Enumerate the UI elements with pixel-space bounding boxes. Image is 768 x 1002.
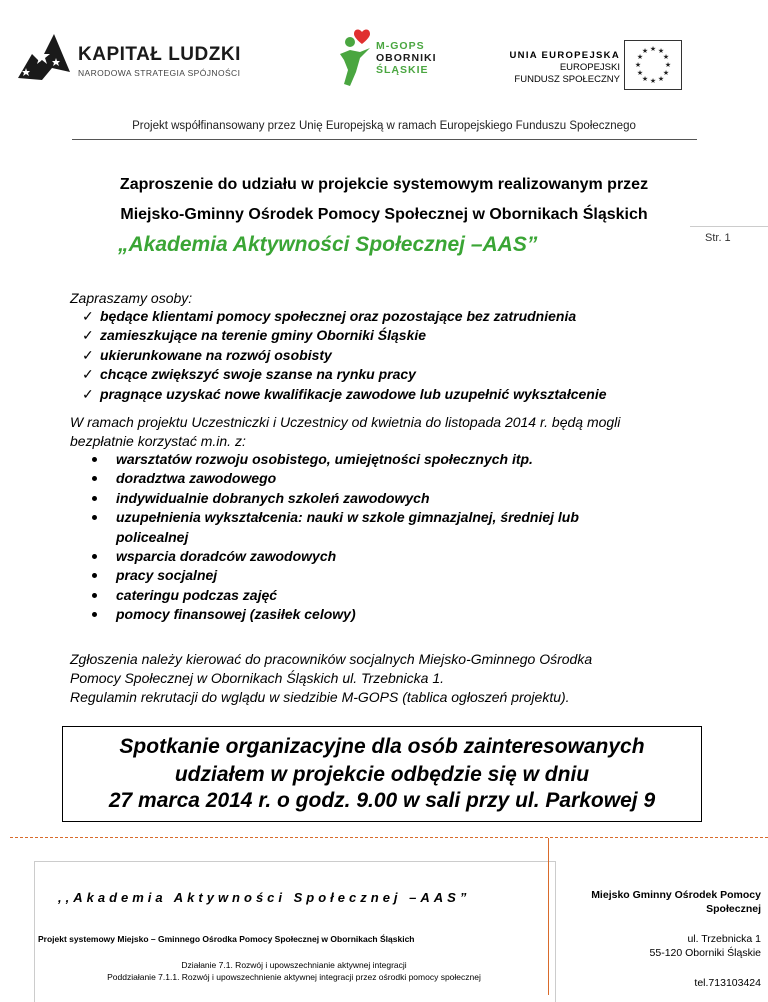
footer-project-title: ,,Akademia Aktywności Społecznej –AAS” (58, 890, 471, 905)
page-tab-rule (690, 226, 768, 227)
paragraph-line: bezpłatnie korzystać m.in. z: (70, 433, 246, 449)
svg-text:★: ★ (664, 61, 672, 69)
kapital-ludzki-subtitle: NARODOWA STRATEGIA SPÓJNOŚCI (78, 68, 241, 78)
checkmark-icon: ✓ (82, 327, 94, 344)
paragraph-line: Pomocy Społecznej w Obornikach Śląskich ul. Trzebnicka 1. (70, 670, 445, 686)
list-item-text: pracy socjalnej (116, 567, 218, 584)
invitation-title-line2: Miejsko-Gminny Ośrodek Pomocy Społecznej w Obornikach Śląskich (120, 206, 648, 223)
list-item-text: uzupełnienia wykształcenia: nauki w szkole gimnazjalnej, średniej lub (116, 509, 579, 526)
list-item-text: indywidualnie dobranych szkoleń zawodowych (116, 489, 430, 506)
kapital-ludzki-logo (12, 28, 74, 86)
bullet-icon (92, 476, 97, 481)
mgops-line: OBORNIKI (376, 52, 437, 64)
bullet-icon (92, 457, 97, 462)
list-item (92, 605, 579, 624)
list-item (82, 326, 607, 345)
list-item-text: pragnące uzyskać nowe kwalifikacje zawodowe lub uzupełnić wykształcenie (100, 385, 607, 402)
eu-label (464, 50, 620, 86)
meeting-line: udziałem w projekcie odbędzie się w dniu (174, 763, 590, 786)
eu-line: UNIA EUROPEJSKA (509, 50, 620, 61)
mgops-line: M-GOPS (376, 40, 425, 52)
checkmark-icon: ✓ (82, 366, 94, 383)
meeting-announcement-box (62, 726, 702, 822)
list-item (92, 450, 579, 469)
intro-text: Zapraszamy osoby: (70, 290, 193, 306)
list-item (92, 586, 579, 605)
header-divider (72, 139, 697, 140)
meeting-line: Spotkanie organizacyjne dla osób zainteresowanych (119, 735, 645, 758)
cofinanced-note: Projekt współfinansowany przez Unię Europejską w ramach Europejskiego Funduszu Społecznego (132, 120, 636, 132)
checkmark-icon: ✓ (82, 308, 94, 324)
list-item (92, 508, 579, 527)
footer-phone: tel.713103424 (694, 977, 761, 989)
list-item-text: wsparcia doradców zawodowych (116, 548, 337, 565)
paragraph-line: Zgłoszenia należy kierować do pracowników socjalnych Miejsko-Gminnego Ośrodka (70, 651, 593, 667)
svg-text:★: ★ (636, 69, 644, 77)
checkmark-icon: ✓ (82, 346, 94, 363)
list-item (82, 307, 607, 326)
list-item-text: warsztatów rozwoju osobistego, umiejętności społecznych itp. (116, 451, 533, 467)
svg-text:★: ★ (649, 77, 657, 85)
list-item-text: chcące zwiększyć swoje szanse na rynku pracy (100, 366, 416, 383)
target-group-list (82, 307, 607, 404)
svg-text:★: ★ (662, 69, 670, 77)
checkmark-icon: ✓ (82, 385, 94, 402)
list-item-text: pomocy finansowej (zasiłek celowy) (116, 606, 356, 623)
list-item (82, 346, 607, 365)
list-item-text: cateringu podczas zajęć (116, 586, 278, 603)
project-name: „Akademia Aktywności Społecznej –AAS” (118, 233, 538, 256)
page-number: Str. 1 (705, 232, 731, 244)
list-item (92, 469, 579, 488)
mgops-name (376, 40, 437, 76)
svg-text:★: ★ (662, 53, 670, 61)
footer-organization: Miejsko Gminny Ośrodek Pomocy Społecznej (591, 889, 761, 915)
application-paragraph (70, 650, 592, 707)
svg-text:★: ★ (641, 47, 649, 55)
svg-text:★: ★ (657, 75, 665, 83)
eu-line: EUROPEJSKI (559, 62, 620, 73)
address-line: ul. Trzebnicka 1 (687, 933, 761, 945)
svg-text:★: ★ (636, 53, 644, 61)
kapital-ludzki-title: KAPITAŁ LUDZKI (78, 44, 241, 65)
paragraph-line: Regulamin rekrutacji do wglądu w siedzibie M-GOPS (tablica ogłoszeń projektu). (70, 689, 570, 705)
page-footer (10, 837, 768, 995)
bullet-icon (92, 496, 97, 501)
list-item-text: ukierunkowane na rozwój osobisty (100, 346, 332, 363)
address-line: 55-120 Oborniki Śląskie (649, 947, 761, 959)
list-item-text: policealnej (116, 528, 189, 545)
svg-text:★: ★ (641, 75, 649, 83)
offer-list (92, 450, 579, 625)
list-item-text: doradztwa zawodowego (116, 470, 277, 487)
svg-text:★: ★ (657, 47, 665, 55)
list-item (92, 547, 579, 566)
offer-paragraph (70, 413, 620, 451)
list-item-text: będące klientami pomocy społecznej oraz pozostające bez zatrudnienia (100, 308, 577, 324)
list-item (92, 566, 579, 585)
meeting-date-line: 27 marca 2014 r. o godz. 9.00 w sali przy ul. Parkowej 9 (108, 789, 656, 812)
list-item (82, 385, 607, 404)
bullet-icon (92, 554, 97, 559)
invitation-title-line1: Zaproszenie do udziału w projekcie systemowym realizowanym przez (119, 176, 649, 193)
bullet-icon (92, 593, 97, 598)
list-item-continuation (92, 528, 579, 547)
bullet-icon (92, 515, 97, 520)
footer-action: Działanie 7.1. Rozwój i upowszechnianie aktywnej integracji (181, 960, 407, 970)
bullet-icon (92, 573, 97, 578)
footer-project-description: Projekt systemowy Miejsko – Gminnego Ośrodka Pomocy Społecznej w Obornikach Śląskich (38, 934, 415, 944)
mgops-line: ŚLĄSKIE (376, 64, 429, 76)
mgops-logo (336, 26, 376, 88)
eu-line: FUNDUSZ SPOŁECZNY (514, 74, 620, 85)
svg-text:★: ★ (649, 45, 657, 53)
bullet-icon (92, 612, 97, 617)
list-item (92, 489, 579, 508)
list-item (82, 365, 607, 384)
paragraph-line: W ramach projektu Uczestniczki i Uczestnicy od kwietnia do listopada 2014 r. będą mogli (70, 414, 621, 430)
svg-text:★: ★ (634, 61, 642, 69)
footer-subaction: Poddziałanie 7.1.1. Rozwój i upowszechnienie aktywnej integracji przez ośrodki pomocy społecznej (107, 972, 481, 982)
list-item-text: zamieszkujące na terenie gminy Oborniki Śląskie (100, 327, 427, 344)
eu-flag-icon (624, 40, 682, 90)
footer-address (566, 932, 761, 960)
